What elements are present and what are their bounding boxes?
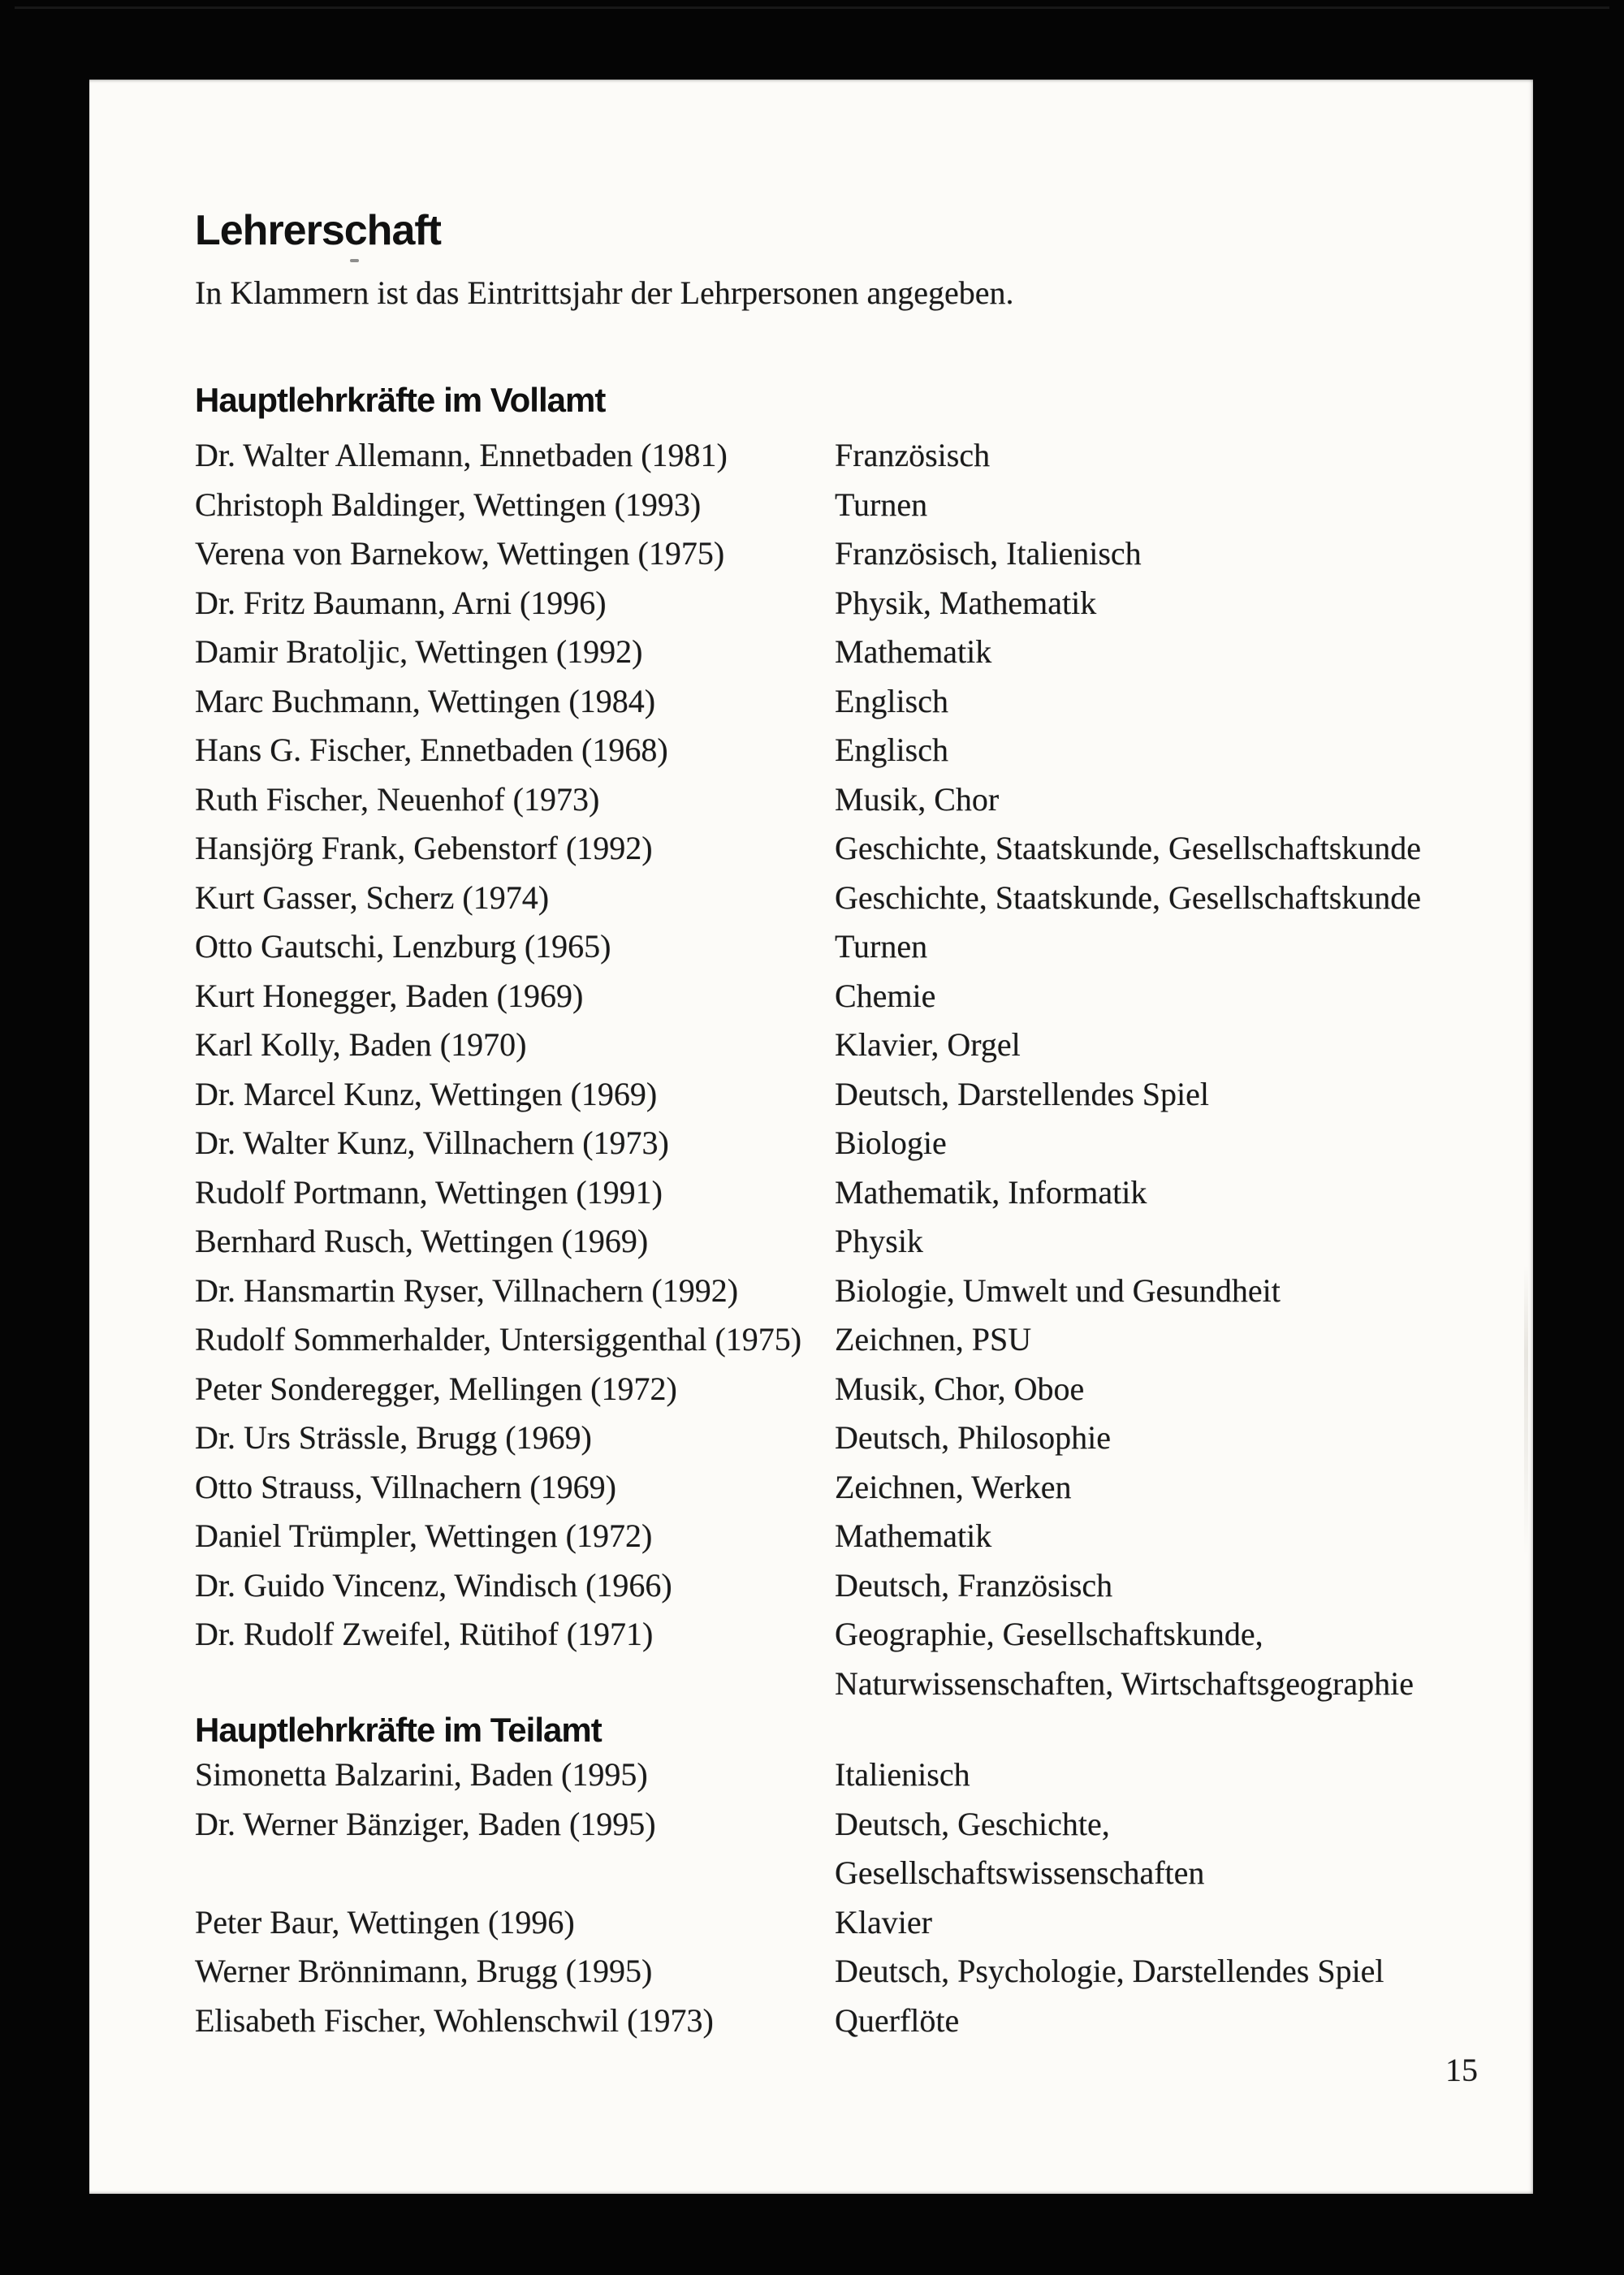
entry-row (195, 1750, 1510, 1800)
entry-subjects (835, 1610, 1510, 1708)
entry-name: Daniel Trümpler, Wettingen (1972) (195, 1517, 653, 1554)
entry-subjects (835, 1561, 1510, 1611)
entry-subjects (835, 677, 1510, 727)
entry-row (195, 1021, 1510, 1070)
entry-row (195, 1463, 1510, 1513)
subject-line: Französisch, Italienisch (835, 535, 1142, 572)
entry-name: Ruth Fischer, Neuenhof (1973) (195, 780, 600, 818)
entry-subjects (835, 1898, 1510, 1948)
entry-name: Verena von Barnekow, Wettingen (1975) (195, 535, 725, 572)
entry-row (195, 824, 1510, 874)
entry-subjects (835, 1070, 1510, 1120)
entry-name: Peter Baur, Wettingen (1996) (195, 1903, 575, 1940)
entry-name: Dr. Guido Vincenz, Windisch (1966) (195, 1566, 672, 1604)
entry-name: Bernhard Rusch, Wettingen (1969) (195, 1223, 649, 1259)
entry-name: Dr. Walter Allemann, Ennetbaden (1981) (195, 437, 728, 473)
entry-subjects (835, 922, 1510, 972)
subject-line: Physik, Mathematik (835, 584, 1097, 621)
entry-name: Marc Buchmann, Wettingen (1984) (195, 682, 656, 719)
entry-row (195, 1997, 1510, 2046)
entry-subjects (835, 1168, 1510, 1218)
entry-subjects (835, 1315, 1510, 1365)
entry-name: Hans G. Fischer, Ennetbaden (1968) (195, 732, 668, 768)
scan-artifact-dash (350, 259, 359, 262)
subject-line: Mathematik (835, 633, 992, 670)
subject-line: Chemie (835, 977, 936, 1014)
entry-subjects (835, 874, 1510, 923)
entry-name: Otto Strauss, Villnachern (1969) (195, 1468, 617, 1505)
entry-row (195, 1947, 1510, 1997)
subject-line: Französisch (835, 437, 991, 473)
subject-line: Mathematik, Informatik (835, 1173, 1147, 1211)
entry-subjects (835, 972, 1510, 1021)
subject-line: Geographie, Gesellschaftskunde, (835, 1616, 1263, 1652)
subject-line: Englisch (835, 732, 948, 768)
entry-row (195, 1414, 1510, 1463)
entry-row (195, 1800, 1510, 1898)
entry-subjects (835, 726, 1510, 775)
entry-name: Werner Brönnimann, Brugg (1995) (195, 1953, 653, 1989)
scan-artifact-top-streak (15, 6, 1609, 9)
entry-subjects (835, 481, 1510, 530)
entry-name: Simonetta Balzarini, Baden (1995) (195, 1756, 648, 1793)
entry-subjects (835, 431, 1510, 481)
subject-line: Gesellschaftswissenschaften (835, 1854, 1205, 1891)
entry-row (195, 1561, 1510, 1611)
entry-row (195, 922, 1510, 972)
entry-name: Otto Gautschi, Lenzburg (1965) (195, 928, 611, 965)
entry-row (195, 529, 1510, 579)
subject-line: Physik (835, 1223, 923, 1259)
subject-line: Deutsch, Geschichte, (835, 1805, 1110, 1842)
section-vollamt-rows (195, 431, 1510, 1708)
entry-row (195, 1610, 1510, 1708)
entry-row (195, 628, 1510, 677)
subject-line: Querflöte (835, 2001, 960, 2039)
entry-name: Elisabeth Fischer, Wohlenschwil (1973) (195, 2001, 714, 2039)
entry-name: Damir Bratoljic, Wettingen (1992) (195, 633, 643, 670)
subject-line: Biologie (835, 1125, 947, 1161)
section-heading-vollamt: Hauptlehrkräfte im Vollamt (195, 381, 606, 419)
subject-line: Musik, Chor, Oboe (835, 1370, 1085, 1407)
subject-line: Klavier (835, 1903, 932, 1940)
entry-subjects (835, 1947, 1510, 1997)
entry-row (195, 726, 1510, 775)
entry-name: Dr. Urs Strässle, Brugg (1969) (195, 1419, 592, 1456)
entry-row (195, 1217, 1510, 1267)
entry-row (195, 481, 1510, 530)
entry-subjects (835, 1365, 1510, 1414)
subject-line: Geschichte, Staatskunde, Gesellschaftskunde (835, 878, 1422, 916)
entry-subjects (835, 1800, 1510, 1898)
subject-line: Zeichnen, PSU (835, 1321, 1032, 1358)
entry-row (195, 1512, 1510, 1561)
page-number: 15 (1445, 2052, 1478, 2088)
entry-subjects (835, 1997, 1510, 2046)
entry-name: Dr. Hansmartin Ryser, Villnachern (1992) (195, 1271, 739, 1309)
entry-row (195, 579, 1510, 628)
subject-line: Mathematik (835, 1517, 992, 1554)
entry-subjects (835, 824, 1510, 874)
entry-subjects (835, 1414, 1510, 1463)
entry-subjects (835, 1267, 1510, 1316)
entry-subjects (835, 1119, 1510, 1168)
entry-row (195, 775, 1510, 825)
entry-row (195, 431, 1510, 481)
entry-name: Peter Sonderegger, Mellingen (1972) (195, 1370, 677, 1407)
subject-line: Klavier, Orgel (835, 1026, 1021, 1063)
subject-line: Biologie, Umwelt und Gesundheit (835, 1271, 1281, 1309)
entry-name: Dr. Werner Bänziger, Baden (1995) (195, 1805, 656, 1842)
entry-subjects (835, 529, 1510, 579)
entry-subjects (835, 1217, 1510, 1267)
entry-row (195, 972, 1510, 1021)
entry-subjects (835, 1021, 1510, 1070)
entry-subjects (835, 628, 1510, 677)
entry-name: Hansjörg Frank, Gebenstorf (1992) (195, 830, 653, 866)
subject-line: Turnen (835, 486, 928, 523)
entry-row (195, 1898, 1510, 1948)
entry-subjects (835, 1463, 1510, 1513)
entry-subjects (835, 775, 1510, 825)
subject-line: Italienisch (835, 1756, 970, 1793)
subject-line: Deutsch, Philosophie (835, 1419, 1111, 1456)
entry-row (195, 1365, 1510, 1414)
entry-row (195, 1070, 1510, 1120)
entry-row (195, 1315, 1510, 1365)
entry-name: Christoph Baldinger, Wettingen (1993) (195, 486, 702, 523)
subject-line: Musik, Chor (835, 780, 1000, 818)
entry-row (195, 1267, 1510, 1316)
section-heading-teilamt: Hauptlehrkräfte im Teilamt (195, 1711, 602, 1749)
subject-line: Deutsch, Psychologie, Darstellendes Spiel (835, 1953, 1384, 1989)
scan-artifact-smudge (1524, 1265, 1528, 1557)
entry-name: Dr. Fritz Baumann, Arni (1996) (195, 584, 607, 621)
entry-row (195, 677, 1510, 727)
subject-line: Englisch (835, 682, 948, 719)
entry-row (195, 1168, 1510, 1218)
subject-line: Geschichte, Staatskunde, Gesellschaftskunde (835, 830, 1422, 866)
subject-line: Deutsch, Französisch (835, 1566, 1113, 1604)
subject-line: Turnen (835, 928, 928, 965)
entry-name: Dr. Rudolf Zweifel, Rütihof (1971) (195, 1616, 654, 1652)
page-title: Lehrerschaft (195, 207, 441, 254)
entry-subjects (835, 1750, 1510, 1800)
entry-row (195, 1119, 1510, 1168)
entry-name: Kurt Honegger, Baden (1969) (195, 977, 584, 1014)
section-teilamt-rows (195, 1750, 1510, 2045)
subject-line: Deutsch, Darstellendes Spiel (835, 1075, 1209, 1112)
entry-name: Rudolf Portmann, Wettingen (1991) (195, 1173, 663, 1211)
document-page (89, 80, 1533, 2194)
entry-name: Kurt Gasser, Scherz (1974) (195, 878, 550, 916)
entry-subjects (835, 1512, 1510, 1561)
subject-line: Zeichnen, Werken (835, 1468, 1072, 1505)
entry-name: Dr. Walter Kunz, Villnachern (1973) (195, 1125, 669, 1161)
entry-name: Karl Kolly, Baden (1970) (195, 1026, 527, 1063)
entry-name: Dr. Marcel Kunz, Wettingen (1969) (195, 1075, 658, 1112)
entry-name: Rudolf Sommerhalder, Untersiggenthal (1975) (195, 1321, 802, 1358)
entry-row (195, 874, 1510, 923)
entry-subjects (835, 579, 1510, 628)
page-subtitle: In Klammern ist das Eintrittsjahr der Lehrpersonen angegeben. (195, 274, 1014, 311)
subject-line: Naturwissenschaften, Wirtschaftsgeographie (835, 1664, 1414, 1702)
